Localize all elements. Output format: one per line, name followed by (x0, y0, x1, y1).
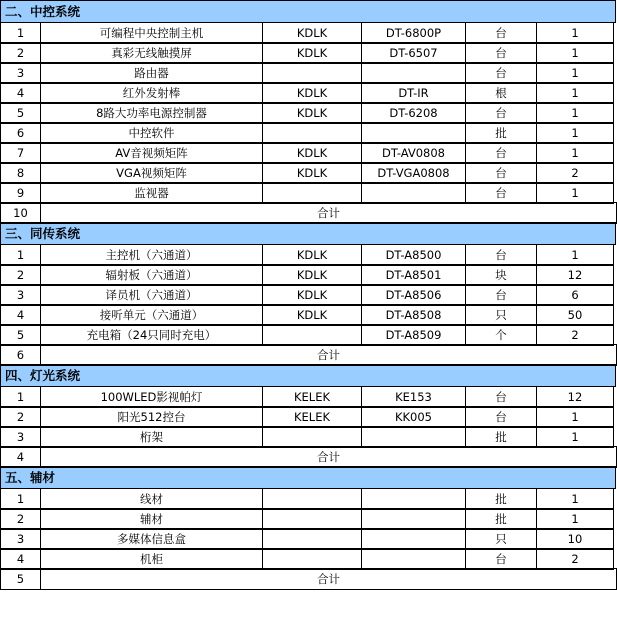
model-cell[interactable] (361, 182, 466, 204)
unit-cell[interactable]: 台 (465, 142, 537, 164)
subtotal-label-cell[interactable]: 合计 (40, 344, 617, 366)
row-number-cell[interactable]: 2 (0, 508, 41, 530)
table-row (0, 406, 617, 427)
row-number-cell[interactable]: 6 (0, 344, 41, 366)
row-number-cell[interactable]: 4 (0, 82, 41, 104)
section-header: 三、同传系统 (0, 222, 616, 245)
brand-cell[interactable]: KELEK (262, 406, 362, 428)
item-name-cell[interactable]: 8路大功率电源控制器 (40, 102, 263, 124)
brand-cell[interactable] (262, 528, 362, 550)
item-name-cell[interactable]: 路由器 (40, 62, 263, 84)
model-cell[interactable] (361, 548, 466, 570)
quantity-cell[interactable]: 1 (536, 22, 614, 44)
subtotal-row (0, 568, 617, 589)
row-number-cell[interactable]: 8 (0, 162, 41, 184)
table-row (0, 386, 617, 407)
row-number-cell[interactable]: 7 (0, 142, 41, 164)
model-cell[interactable]: DT-6208 (361, 102, 466, 124)
table-row (0, 142, 617, 163)
table-row (0, 426, 617, 447)
brand-cell[interactable]: KDLK (262, 162, 362, 184)
brand-cell[interactable]: KDLK (262, 82, 362, 104)
unit-cell[interactable]: 台 (465, 22, 537, 44)
brand-cell[interactable] (262, 122, 362, 144)
brand-cell[interactable] (262, 426, 362, 448)
quantity-cell[interactable]: 1 (536, 426, 614, 448)
table-row (0, 42, 617, 63)
table-row (0, 284, 617, 305)
quantity-cell[interactable]: 1 (536, 102, 614, 124)
row-number-cell[interactable]: 1 (0, 386, 41, 408)
brand-cell[interactable]: KDLK (262, 142, 362, 164)
brand-cell[interactable] (262, 324, 362, 346)
table-row (0, 488, 617, 509)
quantity-cell[interactable]: 1 (536, 82, 614, 104)
model-cell[interactable] (361, 528, 466, 550)
brand-cell[interactable] (262, 548, 362, 570)
table-row (0, 62, 617, 83)
item-name-cell[interactable]: 充电箱（24只同时充电） (40, 324, 263, 346)
quantity-cell[interactable]: 2 (536, 324, 614, 346)
quantity-cell[interactable]: 1 (536, 182, 614, 204)
item-name-cell[interactable]: 100WLED影视帕灯 (40, 386, 263, 408)
unit-cell[interactable]: 台 (465, 162, 537, 184)
model-cell[interactable] (361, 488, 466, 510)
model-cell[interactable] (361, 508, 466, 530)
brand-cell[interactable] (262, 182, 362, 204)
model-cell[interactable]: DT-A8506 (361, 284, 466, 306)
table-row (0, 162, 617, 183)
unit-cell[interactable]: 台 (465, 548, 537, 570)
unit-cell[interactable]: 台 (465, 62, 537, 84)
row-number-cell[interactable]: 3 (0, 426, 41, 448)
model-cell[interactable]: KE153 (361, 386, 466, 408)
row-number-cell[interactable]: 6 (0, 122, 41, 144)
quantity-cell[interactable]: 1 (536, 406, 614, 428)
item-name-cell[interactable]: 主控机（六通道） (40, 244, 263, 266)
brand-cell[interactable]: KDLK (262, 284, 362, 306)
subtotal-label-cell[interactable]: 合计 (40, 568, 617, 590)
item-name-cell[interactable]: 桁架 (40, 426, 263, 448)
quantity-cell[interactable]: 50 (536, 304, 614, 326)
table-row (0, 122, 617, 143)
quantity-cell[interactable]: 6 (536, 284, 614, 306)
quantity-cell[interactable]: 12 (536, 264, 614, 286)
row-number-cell[interactable]: 1 (0, 488, 41, 510)
row-number-cell[interactable]: 10 (0, 202, 41, 224)
row-number-cell[interactable]: 5 (0, 102, 41, 124)
table-row (0, 102, 617, 123)
item-name-cell[interactable]: 真彩无线触摸屏 (40, 42, 263, 64)
quantity-cell[interactable]: 12 (536, 386, 614, 408)
section-header: 二、中控系统 (0, 0, 616, 23)
unit-cell[interactable]: 只 (465, 528, 537, 550)
item-name-cell[interactable]: 辅材 (40, 508, 263, 530)
quantity-cell[interactable]: 10 (536, 528, 614, 550)
table-row (0, 324, 617, 345)
item-name-cell[interactable]: 接听单元（六通道） (40, 304, 263, 326)
subtotal-row (0, 202, 617, 223)
quantity-cell[interactable]: 1 (536, 508, 614, 530)
unit-cell[interactable]: 个 (465, 324, 537, 346)
table-row (0, 508, 617, 529)
row-number-cell[interactable]: 5 (0, 568, 41, 590)
brand-cell[interactable]: KDLK (262, 304, 362, 326)
item-name-cell[interactable]: 辐射板（六通道） (40, 264, 263, 286)
quantity-cell[interactable]: 2 (536, 162, 614, 184)
unit-cell[interactable]: 台 (465, 284, 537, 306)
item-name-cell[interactable]: 中控软件 (40, 122, 263, 144)
model-cell[interactable]: DT-6507 (361, 42, 466, 64)
model-cell[interactable]: DT-A8509 (361, 324, 466, 346)
unit-cell[interactable]: 块 (465, 264, 537, 286)
unit-cell[interactable]: 台 (465, 386, 537, 408)
unit-cell[interactable]: 批 (465, 488, 537, 510)
brand-cell[interactable]: KDLK (262, 22, 362, 44)
quantity-cell[interactable]: 1 (536, 488, 614, 510)
row-number-cell[interactable]: 2 (0, 406, 41, 428)
item-name-cell[interactable]: AV音视频矩阵 (40, 142, 263, 164)
section-header: 四、灯光系统 (0, 364, 616, 387)
model-cell[interactable]: KK005 (361, 406, 466, 428)
row-number-cell[interactable]: 1 (0, 22, 41, 44)
subtotal-label-cell[interactable]: 合计 (40, 202, 617, 224)
model-cell[interactable]: DT-6800P (361, 22, 466, 44)
brand-cell[interactable]: KDLK (262, 42, 362, 64)
quantity-cell[interactable]: 1 (536, 244, 614, 266)
unit-cell[interactable]: 根 (465, 82, 537, 104)
row-number-cell[interactable]: 3 (0, 284, 41, 306)
model-cell[interactable]: DT-A8500 (361, 244, 466, 266)
table-row (0, 528, 617, 549)
table-row (0, 182, 617, 203)
unit-cell[interactable]: 台 (465, 42, 537, 64)
item-name-cell[interactable]: 可编程中央控制主机 (40, 22, 263, 44)
section-header: 五、辅材 (0, 466, 616, 489)
row-number-cell[interactable]: 2 (0, 42, 41, 64)
row-number-cell[interactable]: 4 (0, 548, 41, 570)
row-number-cell[interactable]: 4 (0, 304, 41, 326)
quantity-cell[interactable]: 2 (536, 548, 614, 570)
brand-cell[interactable]: KELEK (262, 386, 362, 408)
quantity-cell[interactable]: 1 (536, 142, 614, 164)
brand-cell[interactable] (262, 488, 362, 510)
row-number-cell[interactable]: 3 (0, 62, 41, 84)
model-cell[interactable]: DT-A8508 (361, 304, 466, 326)
item-name-cell[interactable]: 阳光512控台 (40, 406, 263, 428)
table-row (0, 22, 617, 43)
model-cell[interactable]: DT-AV0808 (361, 142, 466, 164)
table-row (0, 304, 617, 325)
row-number-cell[interactable]: 5 (0, 324, 41, 346)
brand-cell[interactable]: KDLK (262, 102, 362, 124)
unit-cell[interactable]: 批 (465, 508, 537, 530)
quantity-cell[interactable]: 1 (536, 42, 614, 64)
table-row (0, 548, 617, 569)
quantity-cell[interactable]: 1 (536, 122, 614, 144)
item-name-cell[interactable]: 多媒体信息盒 (40, 528, 263, 550)
model-cell[interactable] (361, 62, 466, 84)
unit-cell[interactable]: 台 (465, 182, 537, 204)
subtotal-label-cell[interactable]: 合计 (40, 446, 617, 468)
item-name-cell[interactable]: 机柜 (40, 548, 263, 570)
item-name-cell[interactable]: 译员机（六通道） (40, 284, 263, 306)
unit-cell[interactable]: 台 (465, 406, 537, 428)
unit-cell[interactable]: 只 (465, 304, 537, 326)
brand-cell[interactable]: KDLK (262, 264, 362, 286)
table-row (0, 82, 617, 103)
row-number-cell[interactable]: 4 (0, 446, 41, 468)
model-cell[interactable]: DT-IR (361, 82, 466, 104)
subtotal-row (0, 344, 617, 365)
subtotal-row (0, 446, 617, 467)
table-row (0, 244, 617, 265)
row-number-cell[interactable]: 1 (0, 244, 41, 266)
model-cell[interactable] (361, 426, 466, 448)
brand-cell[interactable]: KDLK (262, 244, 362, 266)
brand-cell[interactable] (262, 508, 362, 530)
table-row (0, 264, 617, 285)
item-name-cell[interactable]: 监视器 (40, 182, 263, 204)
row-number-cell[interactable]: 2 (0, 264, 41, 286)
unit-cell[interactable]: 台 (465, 102, 537, 124)
unit-cell[interactable]: 台 (465, 244, 537, 266)
item-name-cell[interactable]: VGA视频矩阵 (40, 162, 263, 184)
item-name-cell[interactable]: 线材 (40, 488, 263, 510)
item-name-cell[interactable]: 红外发射棒 (40, 82, 263, 104)
model-cell[interactable]: DT-A8501 (361, 264, 466, 286)
row-number-cell[interactable]: 3 (0, 528, 41, 550)
quantity-cell[interactable]: 1 (536, 62, 614, 84)
row-number-cell[interactable]: 9 (0, 182, 41, 204)
brand-cell[interactable] (262, 62, 362, 84)
unit-cell[interactable]: 批 (465, 122, 537, 144)
unit-cell[interactable]: 批 (465, 426, 537, 448)
model-cell[interactable]: DT-VGA0808 (361, 162, 466, 184)
model-cell[interactable] (361, 122, 466, 144)
